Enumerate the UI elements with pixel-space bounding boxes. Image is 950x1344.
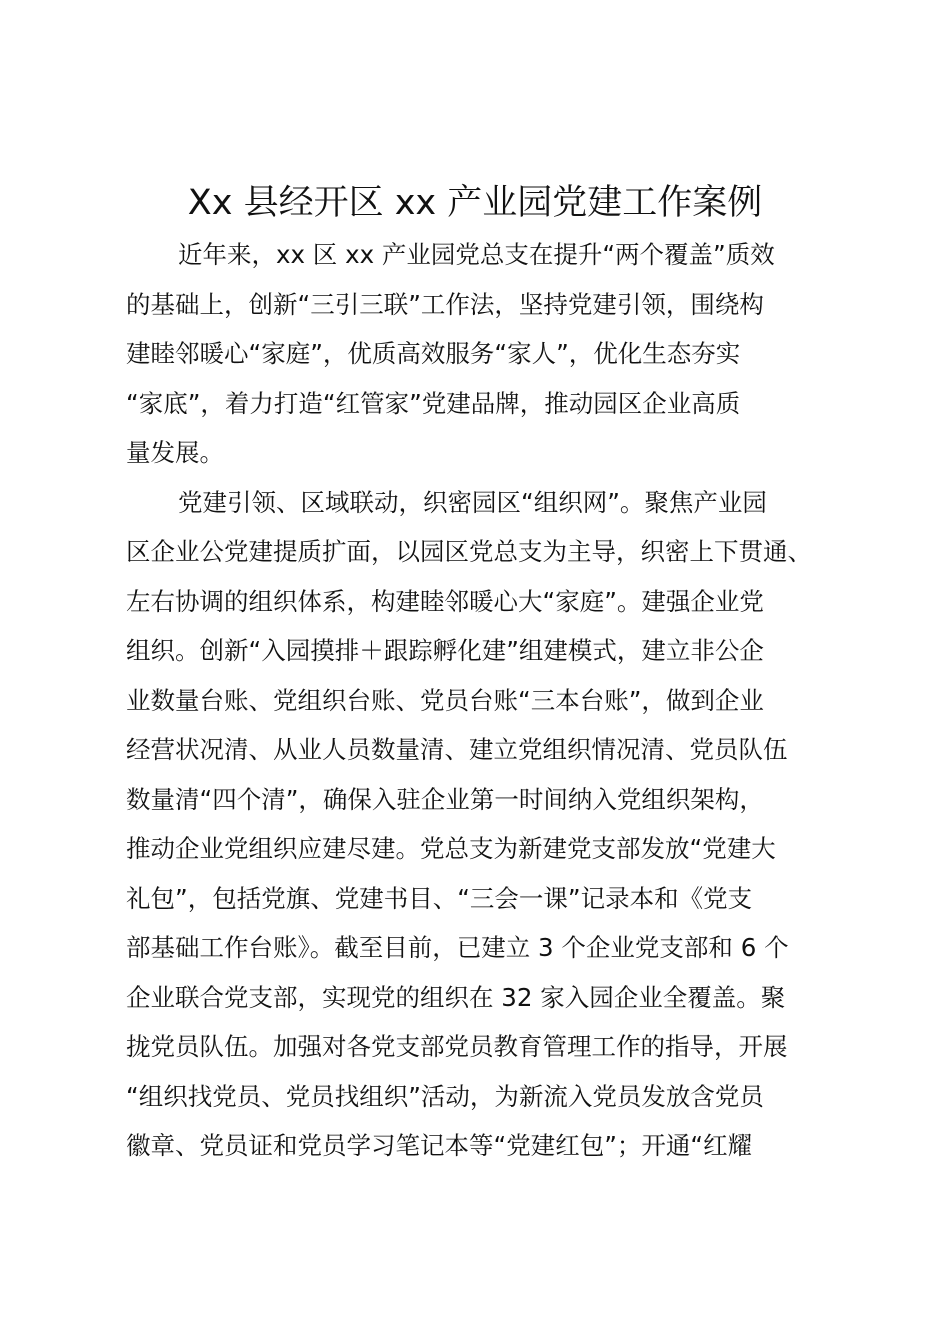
paragraph-line: 的基础上，创新“三引三联”工作法，坚持党建引领，围绕构 xyxy=(126,289,764,319)
paragraph-line: “家底”，着力打造“红管家”党建品牌，推动园区企业高质 xyxy=(126,388,741,418)
paragraph-line: 经营状况清、从业人员数量清、建立党组织情况清、党员队伍 xyxy=(126,735,788,764)
paragraph-line: 企业联合党支部，实现党的组织在 32 家入园企业全覆盖。聚 xyxy=(126,982,786,1012)
paragraph-line: 数量清“四个清”，确保入驻企业第一时间纳入党组织架构， xyxy=(126,784,764,814)
paragraph-2 xyxy=(126,478,836,1171)
paragraph-line: 近年来，xx 区 xx 产业园党总支在提升“两个覆盖”质效 xyxy=(178,240,775,269)
paragraph-line: 建睦邻暖心“家庭”，优质高效服务“家人”，优化生态夯实 xyxy=(126,339,741,368)
paragraph-line: 量发展。 xyxy=(126,438,224,467)
paragraph-line: 拢党员队伍。加强对各党支部党员教育管理工作的指导，开展 xyxy=(126,1032,788,1061)
paragraph-line: 礼包”，包括党旗、党建书目、“三会一课”记录本和《党支 xyxy=(126,883,753,913)
paragraph-line: 徽章、党员证和党员学习笔记本等“党建红包”；开通“红耀 xyxy=(126,1131,753,1160)
paragraph-line: 部基础工作台账》。截至目前，已建立 3 个企业党支部和 6 个 xyxy=(126,933,789,962)
paragraph-line: 推动企业党组织应建尽建。党总支为新建党支部发放“党建大 xyxy=(126,834,776,863)
paragraph-line: 业数量台账、党组织台账、党员台账“三本台账”，做到企业 xyxy=(126,685,764,715)
paragraph-line: 左右协调的组织体系，构建睦邻暖心大“家庭”。建强企业党 xyxy=(126,586,764,616)
paragraph-1 xyxy=(126,230,836,478)
paragraph-line: 组织。创新“入园摸排＋跟踪孵化建”组建模式，建立非公企 xyxy=(126,636,764,665)
paragraph-line: 区企业公党建提质扩面，以园区党总支为主导，织密上下贯通、 xyxy=(126,537,812,566)
document-title: Xx 县经开区 xx 产业园党建工作案例 xyxy=(187,183,763,223)
paragraph-line: 党建引领、区域联动，织密园区“组织网”。聚焦产业园 xyxy=(178,487,767,517)
paragraph-line: “组织找党员、党员找组织”活动，为新流入党员发放含党员 xyxy=(126,1081,764,1111)
document-body xyxy=(126,230,836,1171)
